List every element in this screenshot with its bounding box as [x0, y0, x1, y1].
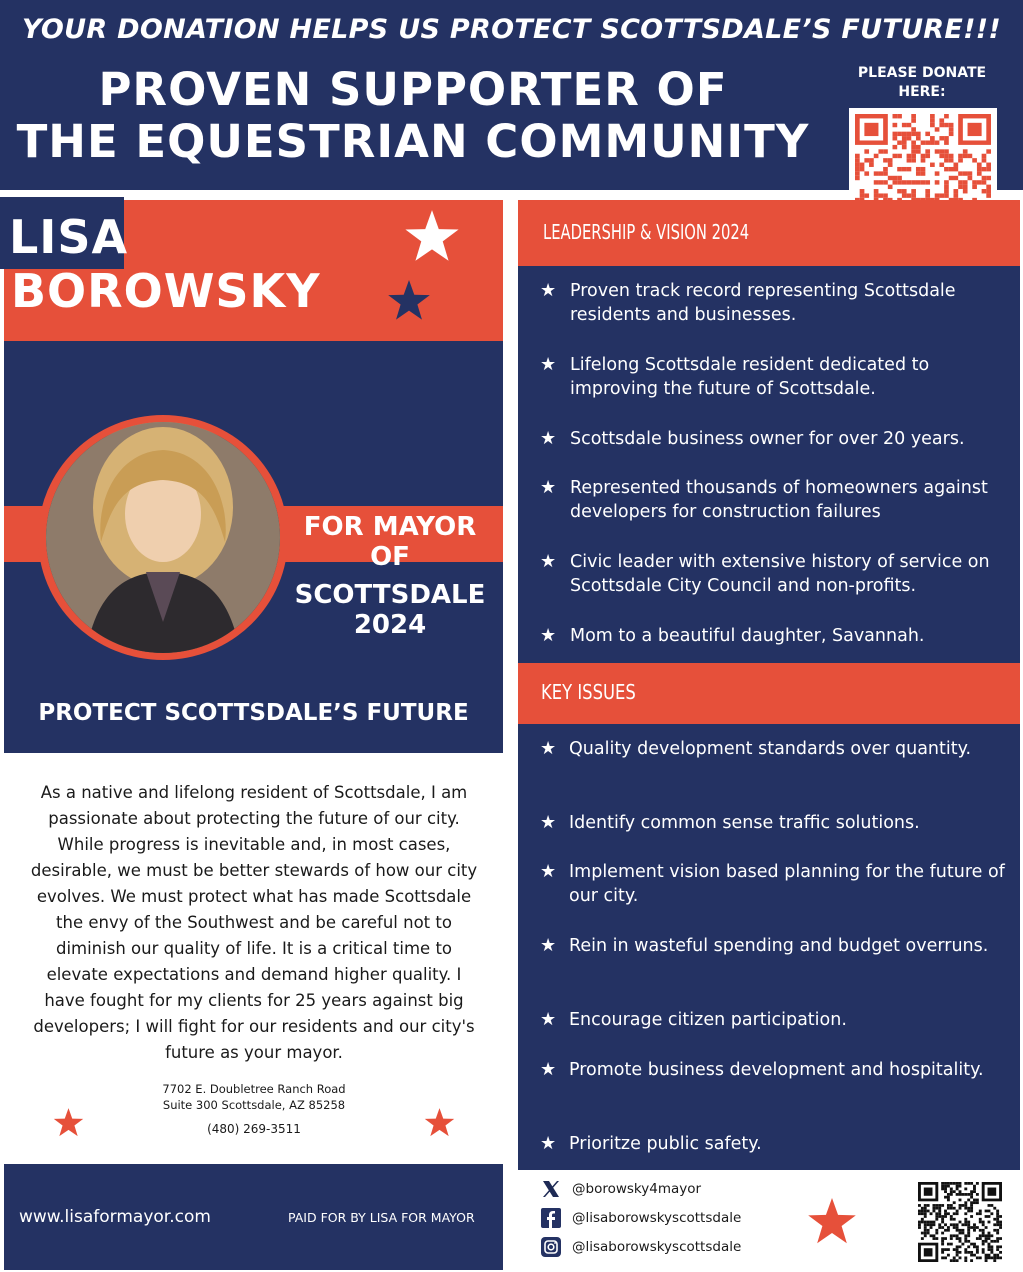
social-instagram[interactable]: [540, 1236, 741, 1258]
title-line-2: THE EQUESTRIAN COMMUNITY: [16, 115, 810, 168]
candidate-portrait: [46, 422, 280, 653]
for-mayor-label: FOR MAYOR OF: [303, 512, 477, 572]
star-bullet-icon: ★: [540, 861, 557, 882]
star-bullet-icon: ★: [540, 280, 557, 301]
red-star-icon: [53, 1108, 84, 1138]
red-star-icon: [424, 1108, 455, 1138]
star-bullet-icon: ★: [540, 935, 557, 956]
address-line-2: Suite 300 Scottsdale, AZ 85258: [162, 1098, 346, 1112]
leadership-item: ★ Civic leader with extensive history of service on Scottsdale City Council and non-profits.: [540, 551, 990, 596]
red-star-icon: [806, 1198, 858, 1246]
star-bullet-icon: ★: [540, 551, 557, 572]
key-issue-item: ★ Encourage citizen participation.: [540, 1009, 847, 1030]
candidate-last-name: BOROWSKY: [11, 264, 321, 318]
star-bullet-icon: ★: [540, 1059, 557, 1080]
social-x[interactable]: [540, 1178, 701, 1200]
key-issue-item: ★ Implement vision based planning for the future of our city.: [540, 861, 1005, 906]
instagram-icon: [540, 1236, 562, 1258]
candidate-first-name: LISA: [9, 210, 129, 264]
star-bullet-icon: ★: [540, 1133, 557, 1154]
website-qr-code[interactable]: [918, 1182, 1002, 1262]
title-line-1: PROVEN SUPPORTER OF: [98, 63, 728, 116]
key-issue-item: ★ Quality development standards over quantity.: [540, 738, 972, 759]
leadership-item: ★ Lifelong Scottsdale resident dedicated to improving the future of Scottsdale.: [540, 354, 930, 399]
white-star-icon: [404, 210, 460, 264]
candidate-bio: As a native and lifelong resident of Scottsdale, I am passionate about protecting the future of our city. While progress is inevitable and, in most cases, desirable, we must be better stewards of how our city evolves. We must protect what has made Scottsdale the envy of the Southwest and be careful not to diminish our quality of life. It is a critical time to elevate expectations and demand higher quality. I have fought for my clients for 25 years against big developers; I will fight for our residents and our city's future as your mayor.: [30, 783, 478, 1062]
key-issue-item: ★ Prioritze public safety.: [540, 1133, 762, 1154]
facebook-handle: @lisaborowskyscottsdale: [572, 1210, 742, 1226]
star-bullet-icon: ★: [540, 625, 557, 646]
instagram-handle: @lisaborowskyscottsdale: [572, 1239, 742, 1255]
x-logo-icon: [540, 1178, 562, 1200]
key-issues-title: KEY ISSUES: [541, 680, 636, 704]
leadership-title: LEADERSHIP & VISION 2024: [543, 220, 750, 244]
star-bullet-icon: ★: [540, 354, 557, 375]
social-facebook[interactable]: [540, 1207, 741, 1229]
donate-label: PLEASE DONATE HERE:: [857, 65, 987, 100]
paid-for-disclaimer: PAID FOR BY LISA FOR MAYOR: [288, 1210, 475, 1225]
donation-headline: YOUR DONATION HELPS US PROTECT SCOTTSDALE’S FUTURE!!!: [22, 14, 1001, 45]
city-year-label: SCOTTSDALE 2024: [294, 580, 486, 640]
address-line-1: 7702 E. Doubletree Ranch Road: [162, 1082, 346, 1096]
website-link[interactable]: www.lisaformayor.com: [19, 1207, 211, 1227]
leadership-item: ★ Mom to a beautiful daughter, Savannah.: [540, 625, 925, 646]
facebook-icon: [540, 1207, 562, 1229]
key-issue-item: ★ Identify common sense traffic solutions.: [540, 812, 920, 833]
navy-star-icon: [387, 280, 431, 322]
leadership-item: ★ Proven track record representing Scottsdale residents and businesses.: [540, 280, 956, 325]
phone-number[interactable]: (480) 269-3511: [207, 1122, 301, 1136]
key-issue-item: ★ Promote business development and hospitality.: [540, 1059, 984, 1080]
x-handle: @borowsky4mayor: [572, 1181, 702, 1197]
star-bullet-icon: ★: [540, 812, 557, 833]
star-bullet-icon: ★: [540, 428, 557, 449]
leadership-item: ★ Represented thousands of homeowners against developers for construction failures: [540, 477, 988, 522]
key-issue-item: ★ Rein in wasteful spending and budget overruns.: [540, 935, 989, 956]
slogan: PROTECT SCOTTSDALE’S FUTURE: [38, 700, 469, 726]
star-bullet-icon: ★: [540, 738, 557, 759]
qr-code-icon: [918, 1182, 1002, 1262]
portrait-illustration: [46, 422, 280, 653]
leadership-item: ★ Scottsdale business owner for over 20 years.: [540, 428, 965, 449]
star-bullet-icon: ★: [540, 477, 557, 498]
star-bullet-icon: ★: [540, 1009, 557, 1030]
